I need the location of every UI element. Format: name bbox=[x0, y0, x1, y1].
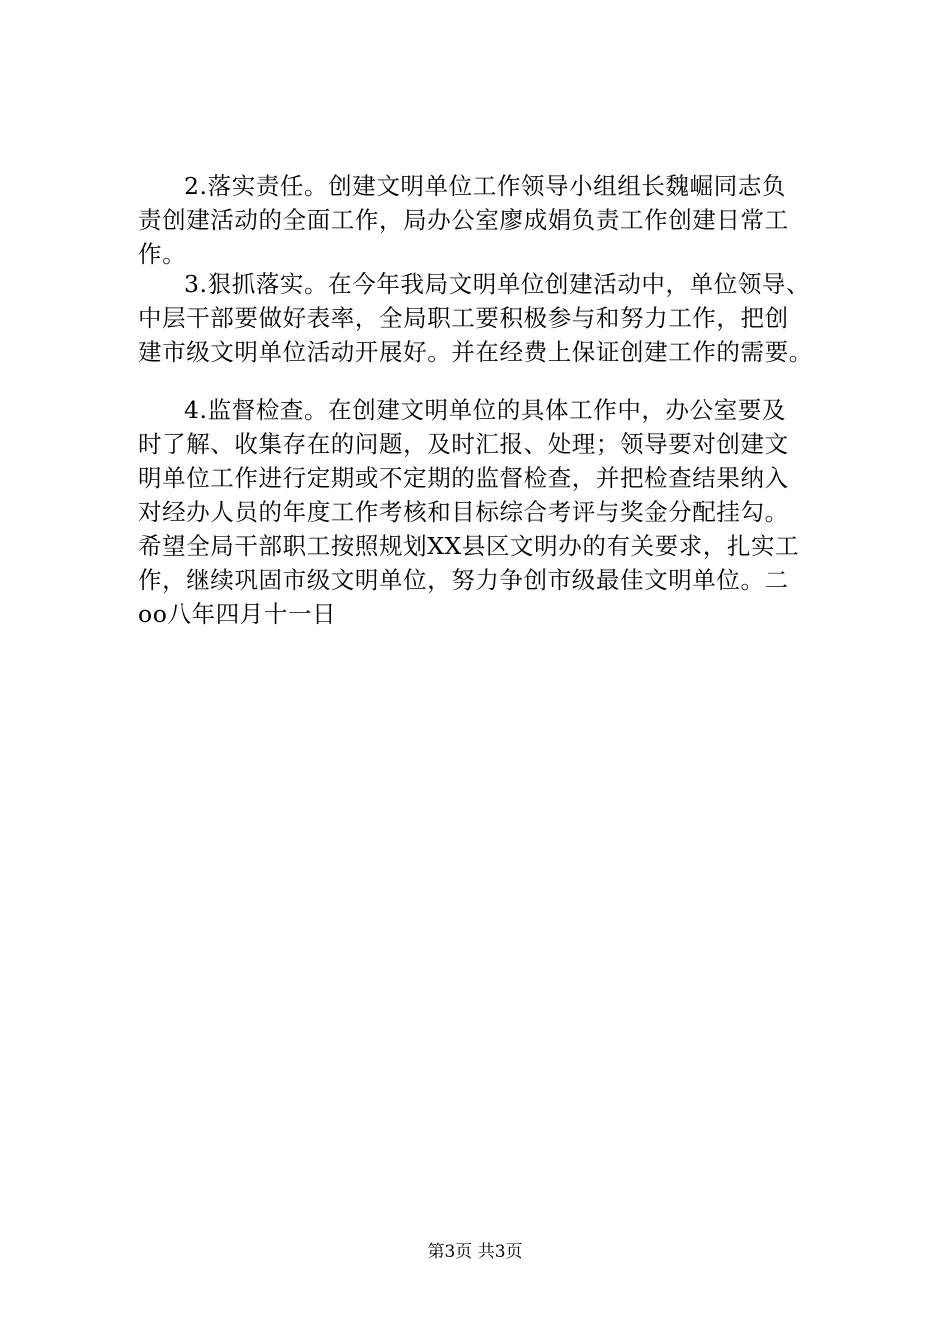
paragraph-item-4-line: 作，继续巩固市级文明单位，努力争创市级最佳文明单位。二 bbox=[138, 566, 789, 594]
paragraph-item-3-line: 3.狠抓落实。在今年我局文明单位创建活动中，单位领导、 bbox=[184, 270, 811, 298]
paragraph-item-4-line: oo八年四月十一日 bbox=[138, 600, 337, 628]
paragraph-item-2-line: 作。 bbox=[138, 240, 187, 268]
paragraph-item-4-line: 时了解、收集存在的问题，及时汇报、处理；领导要对创建文 bbox=[138, 430, 789, 458]
paragraph-item-3-line: 建市级文明单位活动开展好。并在经费上保证创建工作的需要。 bbox=[138, 338, 813, 366]
paragraph-item-3-line: 中层干部要做好表率，全局职工要积极参与和努力工作，把创 bbox=[138, 304, 789, 332]
paragraph-item-4-line: 希望全局干部职工按照规划XX县区文明办的有关要求，扎实工 bbox=[138, 532, 800, 560]
paragraph-item-4-line: 对经办人员的年度工作考核和目标综合考评与奖金分配挂勾。 bbox=[138, 498, 789, 526]
paragraph-item-2-line: 责创建活动的全面工作，局办公室廖成娟负责工作创建日常工 bbox=[138, 206, 789, 234]
page-number-footer: 第3页 共3页 bbox=[427, 1242, 523, 1262]
paragraph-item-4-line: 4.监督检查。在创建文明单位的具体工作中，办公室要及 bbox=[184, 396, 787, 424]
paragraph-item-4-line: 明单位工作进行定期或不定期的监督检查，并把检查结果纳入 bbox=[138, 464, 789, 492]
paragraph-item-2-line: 2.落实责任。创建文明单位工作领导小组组长魏崛同志负 bbox=[184, 172, 787, 200]
